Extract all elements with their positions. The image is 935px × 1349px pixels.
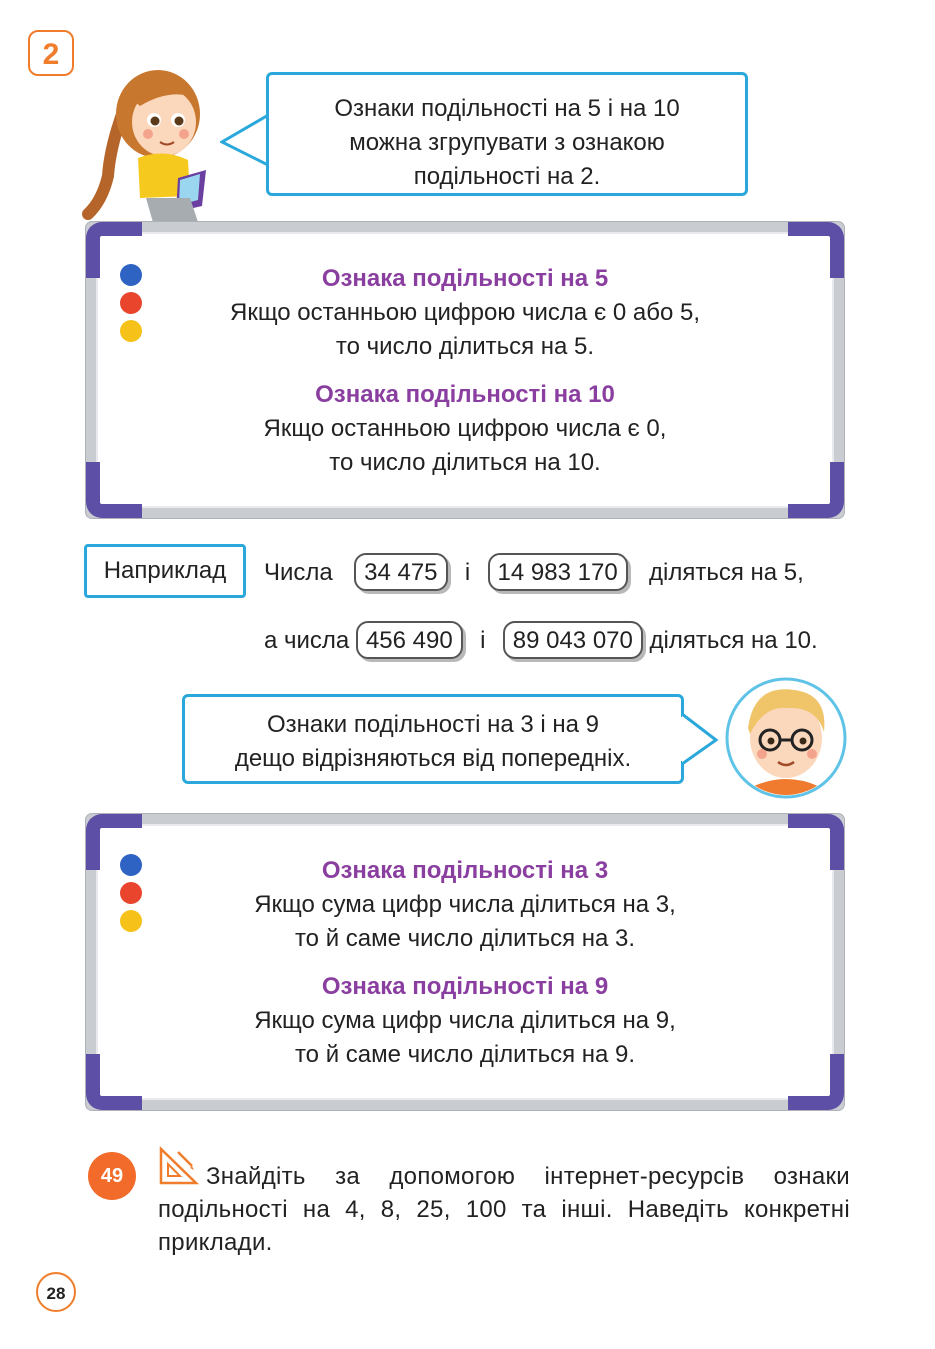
rule-board-5-10 [86,222,844,518]
task-text-body: Знайдіть за допомогою інтернет-ресурсів ознаки подільності на 4, 8, 25, 100 та інші. Наведіть конкретні приклади. [158,1163,850,1256]
example-suffix-2: діляться на 10. [649,627,818,654]
rule-title-10: Ознака подільності на 10 [315,381,615,408]
number-box: 456 490 [356,621,463,659]
bubble-top-tail [220,110,272,170]
and-word: і [464,559,471,586]
bubble-top-line2: можна згрупувати з ознакою [349,129,665,156]
rule-board-3-9 [86,814,844,1110]
chapter-badge: 2 [28,30,74,76]
example-line-2 [264,621,818,659]
rule-title-9: Ознака подільності на 9 [321,973,609,1000]
and-word: і [480,627,486,654]
number-box: 14 983 170 [488,553,628,591]
number-box: 34 475 [354,553,447,591]
page-number: 28 [36,1272,76,1312]
boy-avatar [724,676,848,800]
number-box: 89 043 070 [503,621,643,659]
speech-bubble-top [266,72,748,196]
example-prefix-1: Числа [264,559,333,586]
bubble-mid-tail [680,712,720,766]
rule-text-3-line2: то й саме число ділиться на 3. [294,925,636,952]
task-number-badge: 49 [88,1152,136,1200]
speech-bubble-mid [182,694,684,784]
rule-text-5-line2: то число ділиться на 5. [335,333,595,360]
task-text [158,1160,850,1259]
rule-text-3-line1: Якщо сума цифр числа ділиться на 3, [254,891,676,918]
bubble-mid-line2: дещо відрізняються від попередніх. [234,745,632,772]
rule-text-10-line2: то число ділиться на 10. [329,449,601,476]
example-suffix-1: діляться на 5, [649,559,804,586]
example-line-1 [264,553,804,591]
rule-title-5: Ознака подільності на 5 [321,265,609,292]
example-prefix-2: а числа [264,627,350,654]
bubble-top-line3: подільності на 2. [413,163,601,190]
rule-text-9-line2: то й саме число ділиться на 9. [294,1041,636,1068]
bubble-mid-line1: Ознаки подільності на 3 і на 9 [266,711,599,738]
bubble-top-line1: Ознаки подільності на 5 і на 10 [334,95,680,122]
example-label: Наприклад [84,544,246,598]
rule-title-3: Ознака подільності на 3 [321,857,609,884]
rule-text-10-line1: Якщо останньою цифрою числа є 0, [263,415,667,442]
rule-text-5-line1: Якщо останньою цифрою числа є 0 або 5, [229,299,700,326]
rule-text-9-line1: Якщо сума цифр числа ділиться на 9, [254,1007,676,1034]
